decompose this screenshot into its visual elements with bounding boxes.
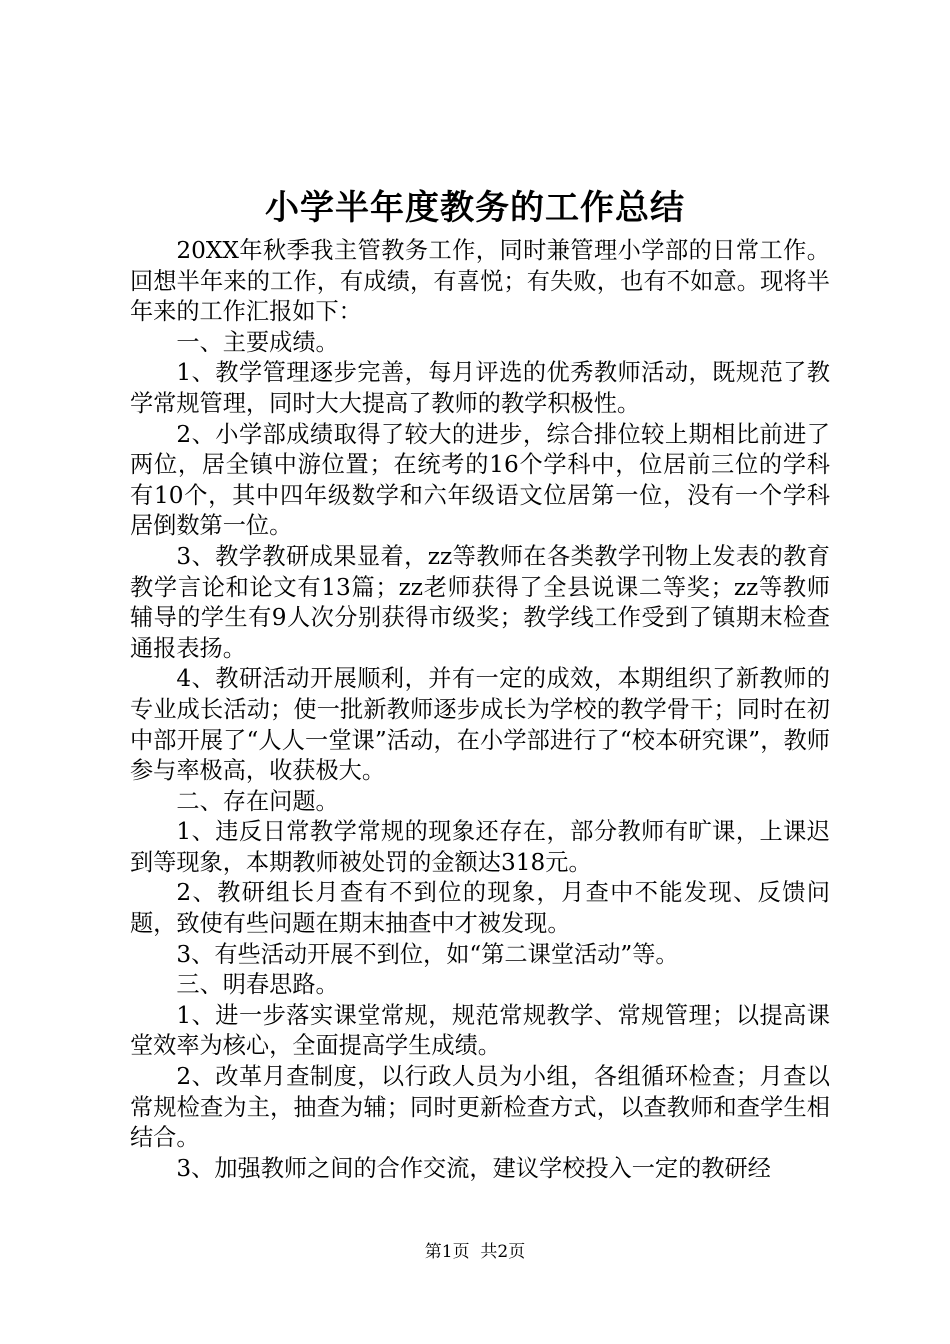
paragraph-plan-3: 3、加强教师之间的合作交流，建议学校投入一定的教研经 (176, 1154, 771, 1182)
paragraph-problem-1: 1、违反日常教学常规的现象还存在，部分教师有旷课，上课迟到等现象，本期教师被处罚的金额达318元。 (130, 818, 830, 876)
paragraph-problem-3: 3、有些活动开展不到位，如“第二课堂活动”等。 (176, 940, 679, 968)
page-number-footer: 第1页 共2页 (424, 1242, 526, 1262)
paragraph-achievement-4: 4、教研活动开展顺利，并有一定的成效，本期组织了新教师的专业成长活动；使一批新教师逐步成长为学校的教学骨干；同时在初中部开展了“人人一堂课”活动，在小学部进行了“校本研究课”，教师参与率极高，收获极大。 (130, 665, 830, 785)
paragraph-plan-1: 1、进一步落实课堂常规，规范常规教学、常规管理；以提高课堂效率为核心，全面提高学生成绩。 (130, 1001, 830, 1060)
paragraph-problem-2: 2、教研组长月查有不到位的现象，月查中不能发现、反馈问题，致使有些问题在期末抽查中才被发现。 (130, 879, 830, 938)
section-heading-achievements: 一、主要成绩。 (176, 328, 339, 356)
paragraph-plan-2: 2、改革月查制度，以行政人员为小组，各组循环检查；月查以常规检查为主，抽查为辅；同时更新检查方式，以查教师和查学生相结合。 (130, 1063, 830, 1152)
document-body (130, 236, 830, 1184)
paragraph-achievement-3: 3、教学教研成果显着，zz等教师在各类教学刊物上发表的教育教学言论和论文有13篇；zz老师获得了全县说课二等奖；zz等教师辅导的学生有9人次分别获得市级奖；教学线工作受到了镇期末检查通报表扬。 (130, 542, 830, 662)
section-heading-problems: 二、存在问题。 (176, 787, 339, 815)
paragraph-achievement-1: 1、教学管理逐步完善，每月评选的优秀教师活动，既规范了教学常规管理，同时大大提高了教师的教学积极性。 (130, 359, 830, 417)
document-title: 小学半年度教务的工作总结 (265, 188, 685, 228)
paragraph-achievement-2: 2、小学部成绩取得了较大的进步，综合排位较上期相比前进了两位，居全镇中游位置；在统考的16个学科中，位居前三位的学科有10个，其中四年级数学和六年级语文位居第一位，没有一个学科居倒数第一位。 (130, 420, 830, 540)
paragraph-intro: 20XX年秋季我主管教务工作，同时兼管理小学部的日常工作。回想半年来的工作，有成绩，有喜悦；有失败，也有不如意。现将半年来的工作汇报如下： (130, 237, 830, 326)
section-heading-plans: 三、明春思路。 (176, 971, 339, 999)
